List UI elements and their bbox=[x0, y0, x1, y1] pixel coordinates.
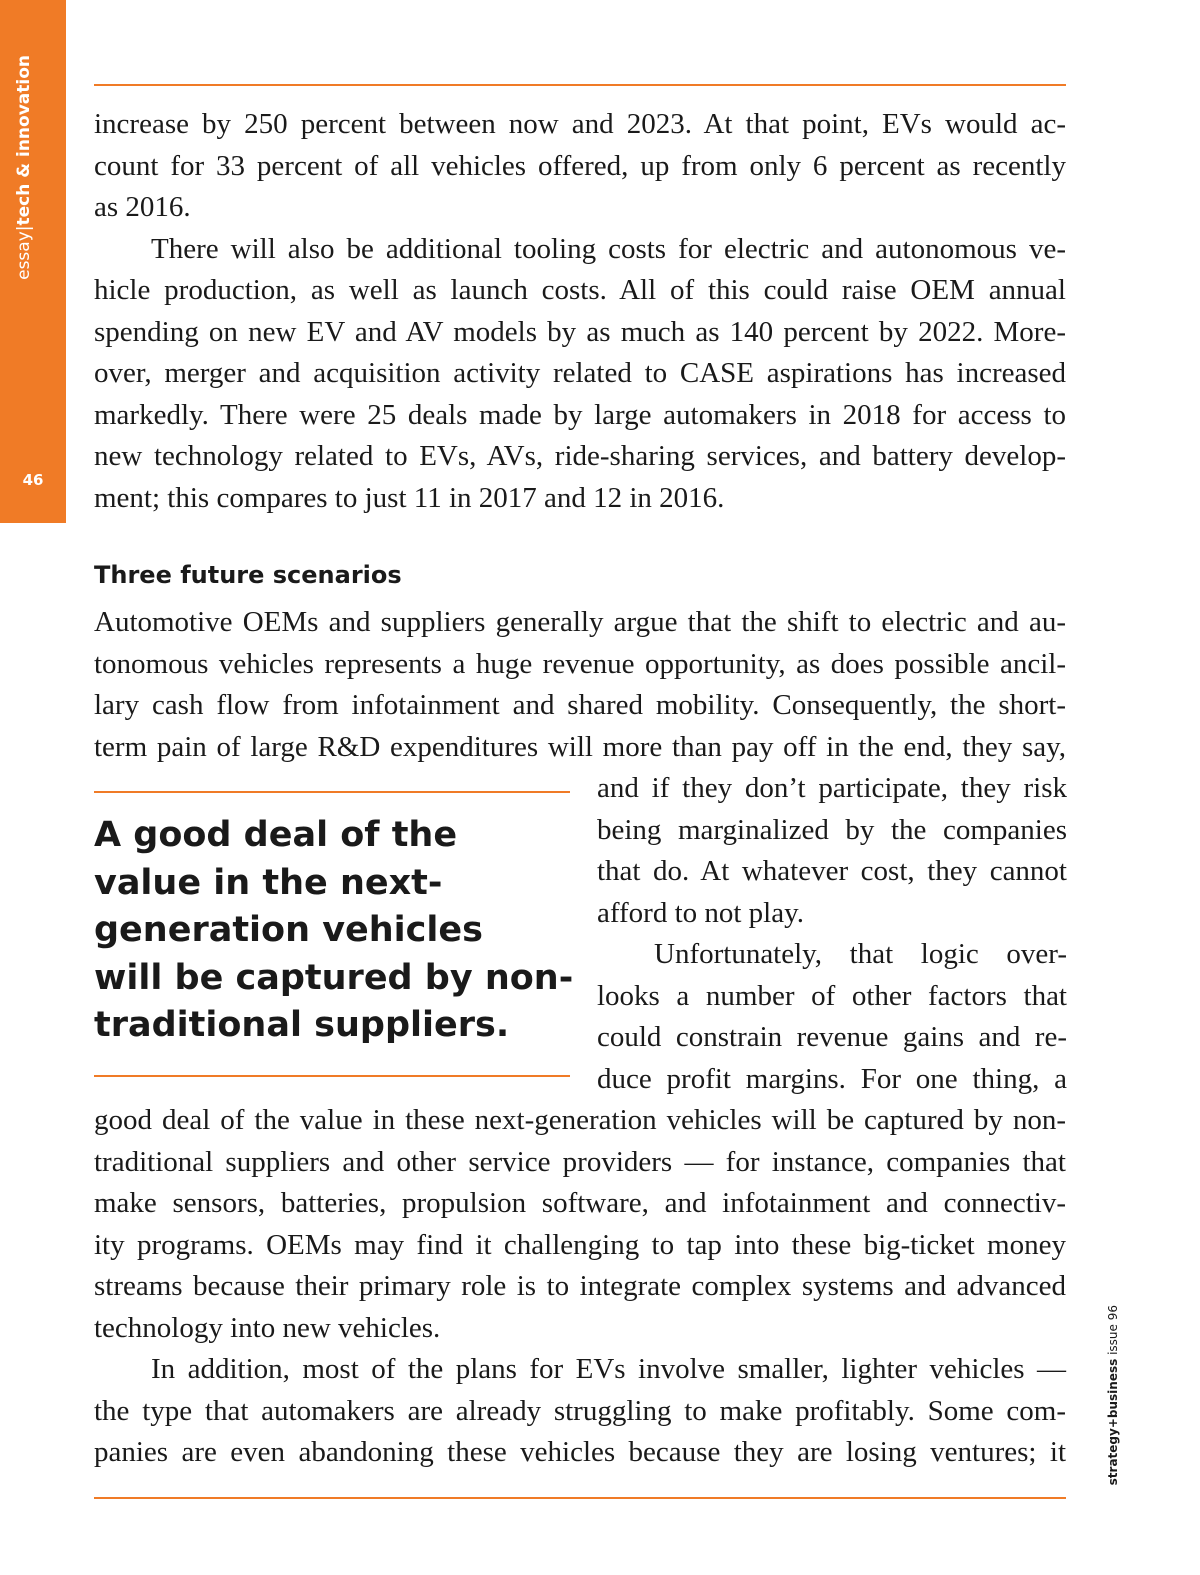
intro-text bbox=[94, 602, 1066, 768]
page-number: 46 bbox=[22, 471, 44, 489]
section-separator: | bbox=[14, 225, 34, 232]
text-line: as 2016. bbox=[94, 191, 191, 223]
text-line: markedly. There were 25 deals made by large automakers in 2018 for access to bbox=[94, 398, 1066, 431]
text-line: spending on new EV and AV models by as much as 140 percent by 2022. More- bbox=[94, 315, 1066, 348]
text-line: duce profit margins. For one thing, a bbox=[597, 1062, 1067, 1095]
text-line: Automotive OEMs and suppliers generally argue that the shift to electric and au- bbox=[94, 606, 1066, 638]
text-line: Unfortunately, that logic over- bbox=[654, 938, 1067, 970]
issue-number: issue 96 bbox=[1106, 1305, 1120, 1355]
publication-footer bbox=[1106, 1305, 1120, 1485]
section-label bbox=[14, 55, 34, 280]
text-line: term pain of large R&D expenditures will more than pay off in the end, they say, bbox=[94, 730, 1066, 763]
top-rule bbox=[94, 84, 1066, 86]
pull-quote-line: will be captured by non- bbox=[94, 957, 574, 998]
text-line: over, merger and acquisition activity related to CASE aspirations has increased bbox=[94, 357, 1066, 389]
section-heading: Three future scenarios bbox=[94, 561, 402, 589]
pull-quote-line: value in the next- bbox=[94, 862, 443, 903]
column-text bbox=[597, 768, 1067, 1100]
pull-quote-top-rule bbox=[94, 791, 570, 793]
top-text bbox=[94, 104, 1066, 519]
bottom-text bbox=[94, 1100, 1066, 1474]
text-line: that do. At whatever cost, they cannot bbox=[597, 855, 1067, 887]
text-line: increase by 250 percent between now and 2023. At that point, EVs would ac- bbox=[94, 108, 1066, 140]
text-line: ment; this compares to just 11 in 2017 and 12 in 2016. bbox=[94, 481, 725, 514]
text-line: the type that automakers are already struggling to make profitably. Some com- bbox=[94, 1394, 1066, 1427]
text-line: new technology related to EVs, AVs, ride-sharing services, and battery develop- bbox=[94, 440, 1066, 472]
bottom-rule bbox=[94, 1497, 1066, 1499]
text-line: In addition, most of the plans for EVs involve smaller, lighter vehicles — bbox=[151, 1353, 1066, 1385]
text-line: There will also be additional tooling costs for electric and autonomous ve- bbox=[151, 232, 1066, 265]
section-tab bbox=[0, 0, 66, 523]
text-line: technology into new vehicles. bbox=[94, 1311, 441, 1344]
text-line: looks a number of other factors that bbox=[597, 979, 1067, 1012]
text-line: good deal of the value in these next-generation vehicles will be captured by non- bbox=[94, 1104, 1066, 1136]
publication-name: strategy+business bbox=[1106, 1358, 1120, 1486]
text-line: count for 33 percent of all vehicles offered, up from only 6 percent as recently bbox=[94, 149, 1066, 182]
section-topic: tech & innovation bbox=[14, 55, 34, 226]
text-line: panies are even abandoning these vehicles because they are losing ventures; it bbox=[94, 1436, 1066, 1468]
text-line: streams because their primary role is to integrate complex systems and advanced bbox=[94, 1270, 1066, 1302]
pull-quote-line: A good deal of the bbox=[94, 815, 458, 855]
pull-quote-line: traditional suppliers. bbox=[94, 1005, 510, 1045]
text-line: afford to not play. bbox=[597, 896, 804, 929]
text-line: being marginalized by the companies bbox=[597, 813, 1067, 846]
text-line: tonomous vehicles represents a huge revenue opportunity, as does possible ancil- bbox=[94, 647, 1066, 680]
pull-quote-bottom-rule bbox=[94, 1075, 570, 1077]
text-line: and if they don’t participate, they risk bbox=[597, 772, 1067, 804]
section-name: essay bbox=[14, 231, 34, 280]
text-line: could constrain revenue gains and re- bbox=[597, 1021, 1067, 1053]
pull-quote bbox=[94, 812, 574, 1050]
text-line: ity programs. OEMs may find it challenging to tap into these big-ticket money bbox=[94, 1228, 1066, 1261]
text-line: make sensors, batteries, propulsion software, and infotainment and connectiv- bbox=[94, 1187, 1066, 1219]
text-line: hicle production, as well as launch costs. All of this could raise OEM annual bbox=[94, 274, 1066, 306]
pull-quote-line: generation vehicles bbox=[94, 910, 483, 950]
text-line: lary cash flow from infotainment and shared mobility. Consequently, the short- bbox=[94, 689, 1066, 721]
text-line: traditional suppliers and other service providers — for instance, companies that bbox=[94, 1145, 1066, 1178]
